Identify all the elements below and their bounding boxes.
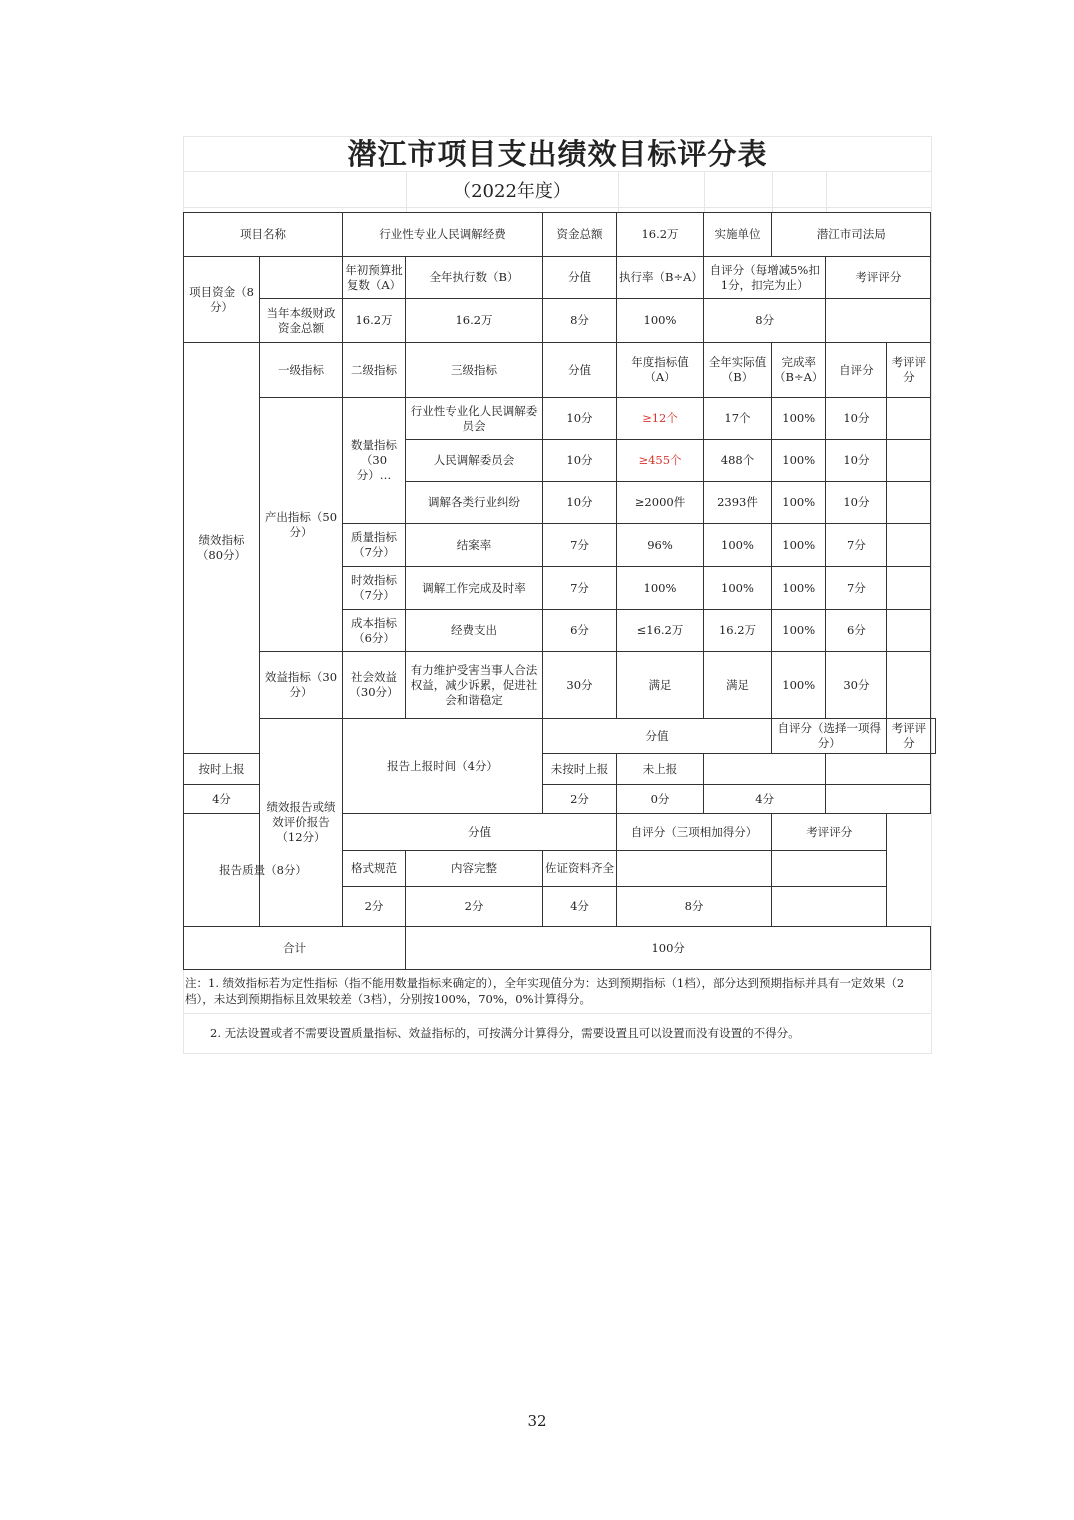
report-time-option: 未上报 [617, 754, 704, 785]
indicator-target: 满足 [617, 652, 704, 719]
level1-header: 一级指标 [260, 343, 343, 398]
report-quality-score: 4分 [543, 887, 617, 927]
report-quality-score: 2分 [406, 887, 543, 927]
social-indicator-label: 社会效益（30分） [343, 652, 406, 719]
indicator-name: 结案率 [406, 524, 543, 567]
indicator-rate: 100% [772, 567, 826, 610]
indicator-score: 6分 [543, 610, 617, 652]
indicator-self-score: 10分 [826, 440, 887, 482]
indicator-target: 100% [617, 567, 704, 610]
faint-gridline [184, 1013, 931, 1014]
indicator-name: 经费支出 [406, 610, 543, 652]
self-header: 自评分 [826, 343, 887, 398]
report-time-label: 报告上报时间（4分） [343, 719, 543, 814]
project-name-label: 项目名称 [184, 213, 343, 257]
report-time-score: 4分 [184, 785, 260, 814]
project-name-value: 行业性专业人民调解经费 [343, 213, 543, 257]
funds-label: 项目资金（8分） [184, 257, 260, 343]
indicator-review-score [887, 398, 931, 440]
indicator-self-score: 6分 [826, 610, 887, 652]
cost-indicator-label: 成本指标（6分） [343, 610, 406, 652]
funds-blank-cell [260, 257, 343, 299]
report-time-review-blank [826, 754, 931, 785]
indicator-rate: 100% [772, 610, 826, 652]
report-quality-review-score [772, 887, 887, 927]
quality-indicator-label: 质量指标（7分） [343, 524, 406, 567]
indicator-score: 30分 [543, 652, 617, 719]
report-quality-option: 格式规范 [343, 851, 406, 887]
executed-label: 全年执行数（B） [406, 257, 543, 299]
indicator-target: ≥12个 [617, 398, 704, 440]
funds-row-label: 当年本级财政资金总额 [260, 299, 343, 343]
indicator-review-score [887, 524, 931, 567]
indicator-review-score [887, 482, 931, 524]
indicator-actual: 488个 [704, 440, 772, 482]
indicator-actual: 100% [704, 524, 772, 567]
indicator-actual: 17个 [704, 398, 772, 440]
approved-label: 年初预算批复数（A） [343, 257, 406, 299]
faint-gridline [618, 171, 619, 213]
report-time-score: 2分 [543, 785, 617, 814]
funds-review-label: 考评评分 [826, 257, 931, 299]
indicator-target: 96% [617, 524, 704, 567]
report-quality-self-blank [617, 851, 772, 887]
report-time-score: 0分 [617, 785, 704, 814]
review-header: 考评评分 [887, 343, 931, 398]
report-time-self-blank [704, 754, 826, 785]
indicator-actual: 满足 [704, 652, 772, 719]
performance-label: 绩效指标（80分） [184, 343, 260, 754]
funds-self-value: 8分 [704, 299, 826, 343]
report-time-review-score [826, 785, 931, 814]
report-time-blank [931, 719, 936, 754]
actual-header: 全年实际值（B） [704, 343, 772, 398]
note-2: 2. 无法设置或者不需要设置质量指标、效益指标的，可按满分计算得分，需要设置且可以设置而没有设置的不得分。 [210, 1026, 800, 1040]
indicator-review-score [887, 440, 931, 482]
indicator-actual: 16.2万 [704, 610, 772, 652]
total-funds-label: 资金总额 [543, 213, 617, 257]
exec-rate-value: 100% [617, 299, 704, 343]
faint-gridline [772, 171, 773, 213]
faint-gridline [704, 171, 705, 213]
indicator-self-score: 7分 [826, 567, 887, 610]
indicator-rate: 100% [772, 482, 826, 524]
indicator-self-score: 10分 [826, 482, 887, 524]
report-quality-self-label: 自评分（三项相加得分） [617, 814, 772, 851]
funds-self-label: 自评分（每增减5%扣1分，扣完为止） [704, 257, 826, 299]
indicator-score: 7分 [543, 567, 617, 610]
indicator-rate: 100% [772, 524, 826, 567]
report-time-option: 按时上报 [184, 754, 260, 785]
target-header: 年度指标值（A） [617, 343, 704, 398]
indicator-score: 10分 [543, 482, 617, 524]
total-label: 合计 [184, 927, 406, 970]
output-indicator-label: 产出指标（50分） [260, 398, 343, 652]
report-quality-review-blank [772, 851, 887, 887]
indicator-target: ≥455个 [617, 440, 704, 482]
funds-header-row [184, 257, 936, 299]
funds-score-value: 8分 [543, 299, 617, 343]
indicator-score: 7分 [543, 524, 617, 567]
performance-header-row [184, 343, 936, 398]
indicator-name: 行业性专业化人民调解委员会 [406, 398, 543, 440]
score-table [183, 212, 936, 970]
funds-score-label: 分值 [543, 257, 617, 299]
indicator-review-score [887, 610, 931, 652]
indicator-score: 10分 [543, 398, 617, 440]
indicator-self-score: 7分 [826, 524, 887, 567]
report-quality-score-label: 分值 [343, 814, 617, 851]
benefit-indicator-label: 效益指标（30分） [260, 652, 343, 719]
indicator-rate: 100% [772, 398, 826, 440]
indicator-row [184, 398, 936, 440]
report-time-header-row [184, 719, 936, 754]
funds-value-row [184, 299, 936, 343]
report-time-score-label: 分值 [543, 719, 772, 754]
page-number: 32 [527, 1412, 547, 1430]
faint-gridline [406, 171, 407, 213]
report-time-option: 未按时上报 [543, 754, 617, 785]
level2-header: 二级指标 [343, 343, 406, 398]
report-quality-score: 2分 [343, 887, 406, 927]
indicator-target: ≥2000件 [617, 482, 704, 524]
indicator-rate: 100% [772, 652, 826, 719]
unit-label: 实施单位 [704, 213, 772, 257]
report-time-self-label: 自评分（选择一项得分） [772, 719, 887, 754]
report-quality-option: 内容完整 [406, 851, 543, 887]
score-header: 分值 [543, 343, 617, 398]
page-title: 潜江市项目支出绩效目标评分表 [184, 137, 931, 172]
report-quality-option: 佐证资料齐全 [543, 851, 617, 887]
indicator-actual: 100% [704, 567, 772, 610]
indicator-review-score [887, 652, 931, 719]
note-1: 注：1. 绩效指标若为定性指标（指不能用数量指标来确定的），全年实现值分为：达到预期指标（1档），部分达到预期指标并具有一定效果（2档），未达到预期指标且效果较差（3档），分别按100%，70%，0%计算得分。 [185, 976, 905, 1006]
indicator-target: ≤16.2万 [617, 610, 704, 652]
report-quality-self-score: 8分 [617, 887, 772, 927]
indicator-name: 人民调解委员会 [406, 440, 543, 482]
report-time-self-score: 4分 [704, 785, 826, 814]
indicator-actual: 2393件 [704, 482, 772, 524]
quantity-indicator-label: 数量指标（30分）… [343, 398, 406, 524]
unit-value: 潜江市司法局 [772, 213, 931, 257]
indicator-score: 10分 [543, 440, 617, 482]
level3-header: 三级指标 [406, 343, 543, 398]
report-label: 绩效报告或绩效评价报告（12分） [260, 719, 343, 927]
indicator-name: 调解工作完成及时率 [406, 567, 543, 610]
timeliness-indicator-label: 时效指标（7分） [343, 567, 406, 610]
report-quality-label: 报告质量（8分） [184, 814, 343, 927]
indicator-name: 调解各类行业纠纷 [406, 482, 543, 524]
indicator-rate: 100% [772, 440, 826, 482]
page-subtitle: （2022年度） [453, 181, 571, 202]
indicator-row [184, 652, 936, 719]
header-row [184, 213, 936, 257]
indicator-review-score [887, 567, 931, 610]
rate-header: 完成率（B÷A） [772, 343, 826, 398]
report-time-review-label: 考评评分 [887, 719, 931, 754]
indicator-name: 有力维护受害当事人合法权益，减少诉累，促进社会和谐稳定 [406, 652, 543, 719]
exec-rate-label: 执行率（B÷A） [617, 257, 704, 299]
faint-gridline [184, 207, 931, 208]
faint-gridline [826, 171, 827, 213]
indicator-self-score: 30分 [826, 652, 887, 719]
total-funds-value: 16.2万 [617, 213, 704, 257]
total-value: 100分 [406, 927, 931, 970]
indicator-self-score: 10分 [826, 398, 887, 440]
executed-value: 16.2万 [406, 299, 543, 343]
report-quality-review-label: 考评评分 [772, 814, 887, 851]
approved-value: 16.2万 [343, 299, 406, 343]
funds-review-value [826, 299, 931, 343]
total-row [184, 927, 936, 970]
